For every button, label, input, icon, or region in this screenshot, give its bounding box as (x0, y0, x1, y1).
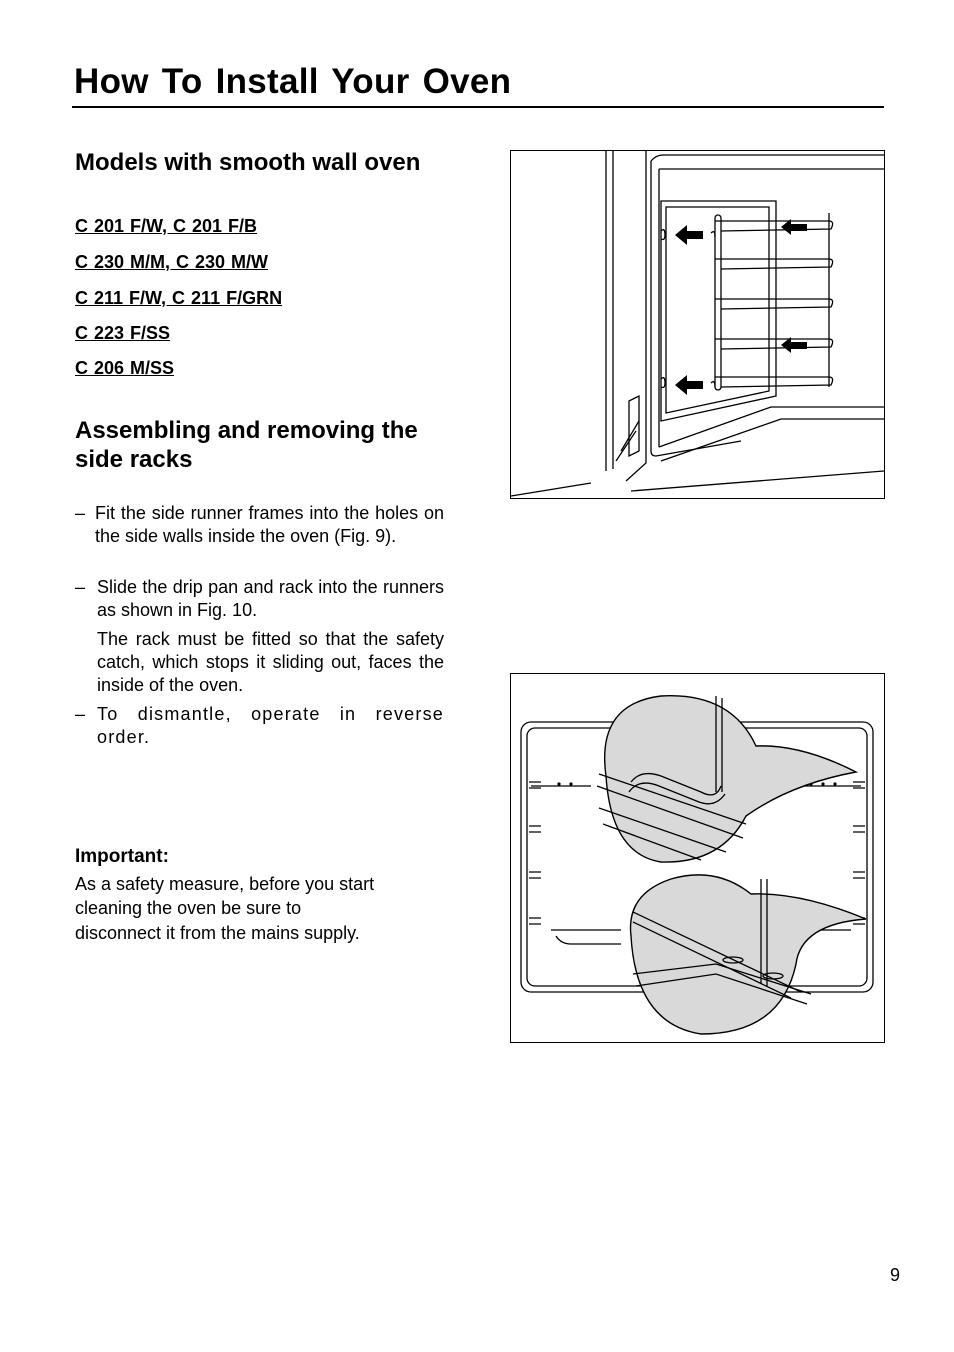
important-line: cleaning the oven be sure to (75, 898, 302, 918)
model-item: C 211 F/W, C 211 F/GRN (75, 288, 283, 308)
model-item: C 223 F/SS (75, 323, 171, 343)
important-line: disconnect it from the mains supply. (75, 923, 360, 943)
step-text: To dismantle, operate in reverse order. (97, 704, 444, 747)
models-heading: Models with smooth wall oven (75, 149, 421, 176)
step-text: Slide the drip pan and rack into the runners as shown in Fig. 10. (97, 577, 444, 620)
important-heading: Important: (75, 846, 169, 867)
step-item (75, 502, 444, 548)
model-item: C 230 M/M, C 230 M/W (75, 252, 269, 272)
racks-heading: Assembling and removing the side racks (75, 417, 418, 473)
oven-side-runner-drawing (511, 151, 884, 498)
step-item (75, 576, 444, 622)
step-text: Fit the side runner frames into the holes on the side walls inside the oven (Fig. 9). (95, 503, 444, 546)
step-item (75, 703, 444, 749)
step-dash: – (75, 577, 86, 597)
page-number: 9 (890, 1265, 901, 1285)
model-item: C 201 F/W, C 201 F/B (75, 216, 258, 236)
oven-rack-safety-catch-drawing (511, 674, 884, 1042)
step-dash: – (75, 503, 86, 523)
oven-rack-safety-catch-illustration (510, 673, 885, 1043)
oven-side-runner-illustration (510, 150, 885, 499)
step-dash: – (75, 704, 86, 724)
page-title: How To Install Your Oven (74, 62, 512, 101)
safety-catch-note: The rack must be fitted so that the safety catch, which stops it sliding out, faces the inside of the oven. (97, 629, 444, 695)
model-item: C 206 M/SS (75, 358, 175, 378)
important-line: As a safety measure, before you start (75, 874, 375, 894)
title-rule (72, 106, 884, 108)
